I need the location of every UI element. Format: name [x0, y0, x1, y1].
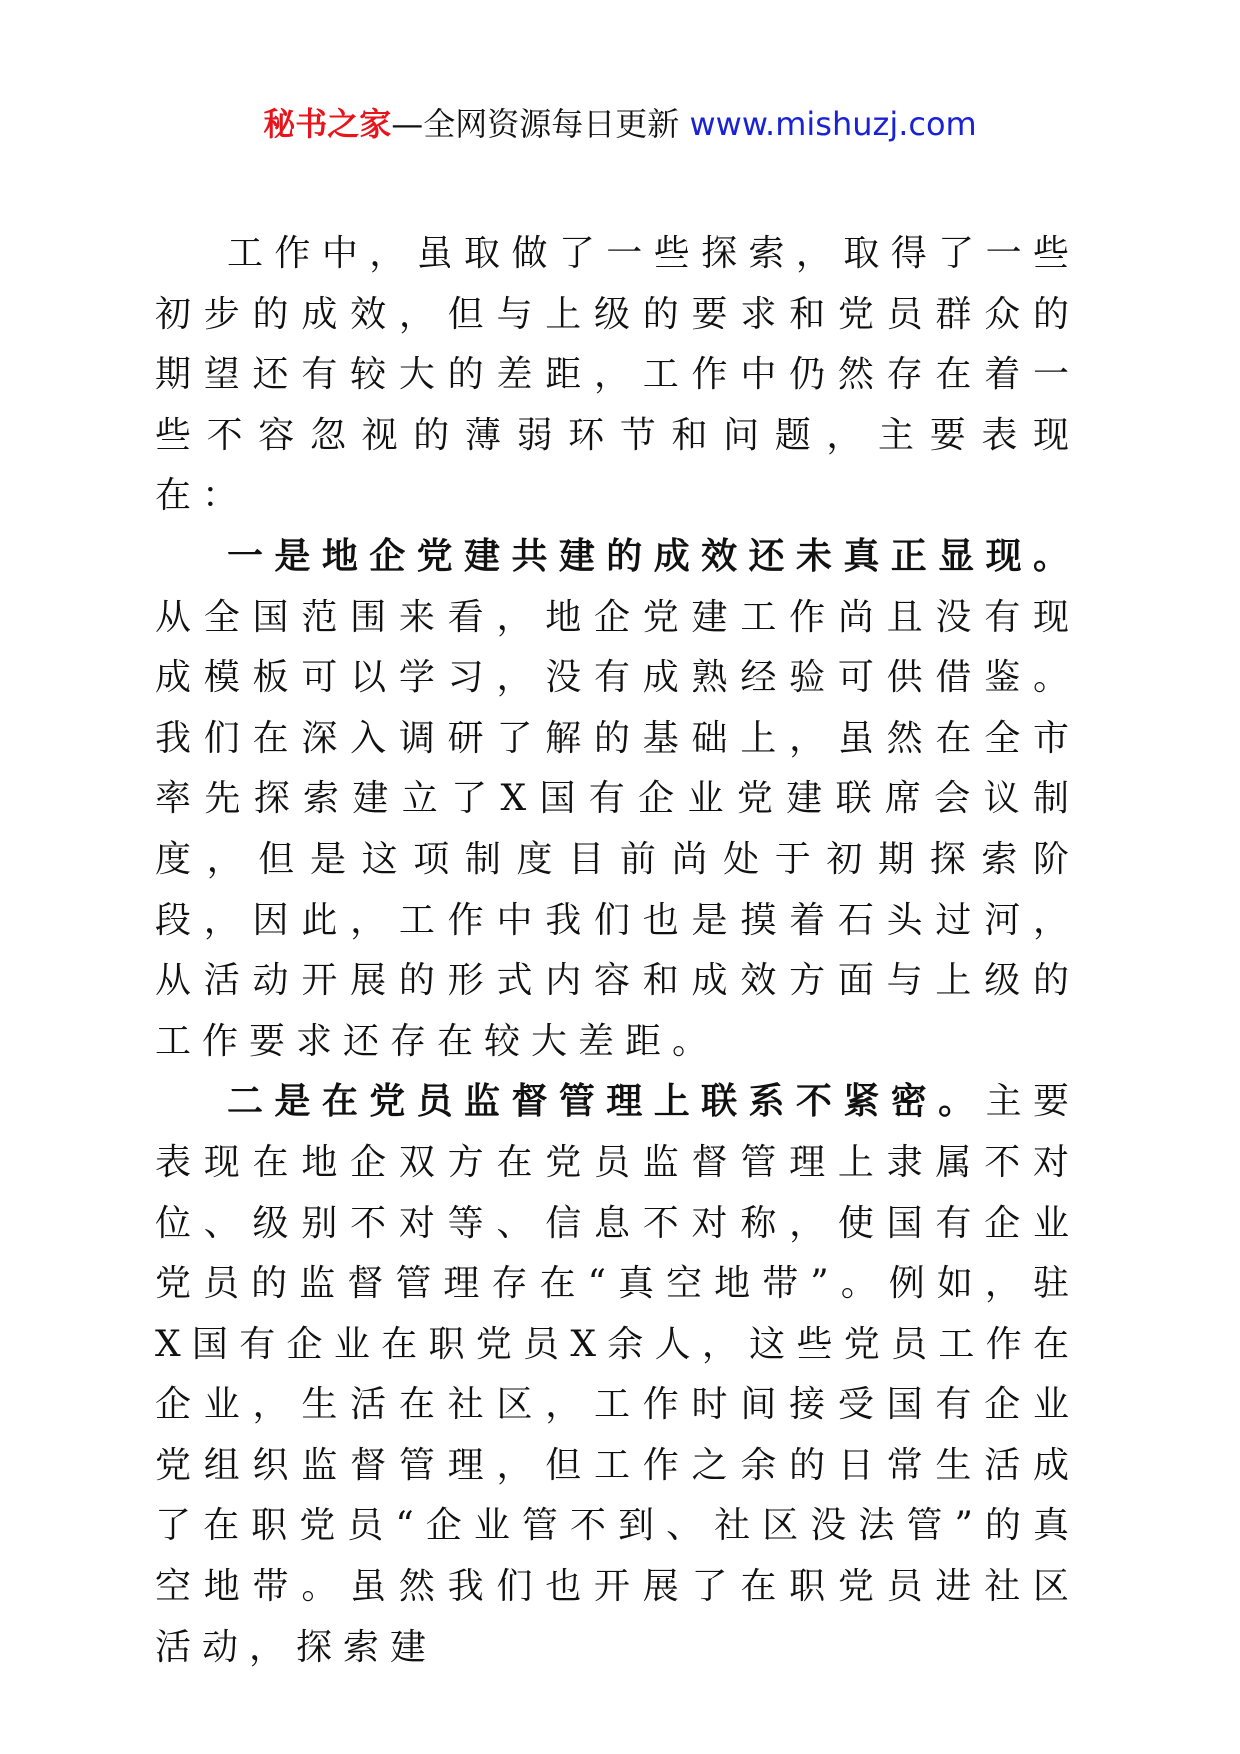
paragraph-heading: 二是在党员监督管理上联系不紧密。 [227, 1081, 986, 1123]
brand-name: 秘书之家 [263, 105, 392, 143]
page-header [0, 100, 1240, 148]
paragraph-text: 工作中，虽取做了一些探索，取得了一些初步的成效，但与上级的要求和党员群众的期望还有较大的差距，工作中仍然存在着一些不容忽视的薄弱环节和问题，主要表现在： [155, 233, 1080, 517]
paragraph-text: 主要表现在地企双方在党员监督管理上隶属不对位、级别不对等、信息不对称，使国有企业党员的监督管理存在“真空地带”。例如，驻X国有企业在职党员X余人，这些党员工作在企业，生活在社区，工作时间接受国有企业党组织监督管理，但工作之余的日常生活成了在职党员“企业管不到、社区没法管”的真空地带。虽然我们也开展了在职党员进社区活动，探索建 [155, 1081, 1080, 1668]
issue-paragraph-2 [155, 1072, 1080, 1678]
paragraph-text: 从全国范围来看，地企党建工作尚且没有现成模板可以学习，没有成熟经验可供借鉴。我们在深入调研了解的基础上，虽然在全市率先探索建立了X国有企业党建联席会议制度，但是这项制度目前尚处于初期探索阶段，因此，工作中我们也是摸着石头过河，从活动开展的形式内容和成效方面与上级的工作要求还存在较大差距。 [155, 596, 1080, 1062]
paragraph-heading: 一是地企党建共建的成效还未真正显现。 [227, 535, 1080, 577]
header-tagline: —全网资源每日更新 [391, 105, 680, 143]
website-link[interactable]: www.mishuzj.com [689, 105, 977, 143]
document-body [155, 224, 1080, 1678]
issue-paragraph-1 [155, 527, 1080, 1072]
intro-paragraph [155, 224, 1080, 527]
